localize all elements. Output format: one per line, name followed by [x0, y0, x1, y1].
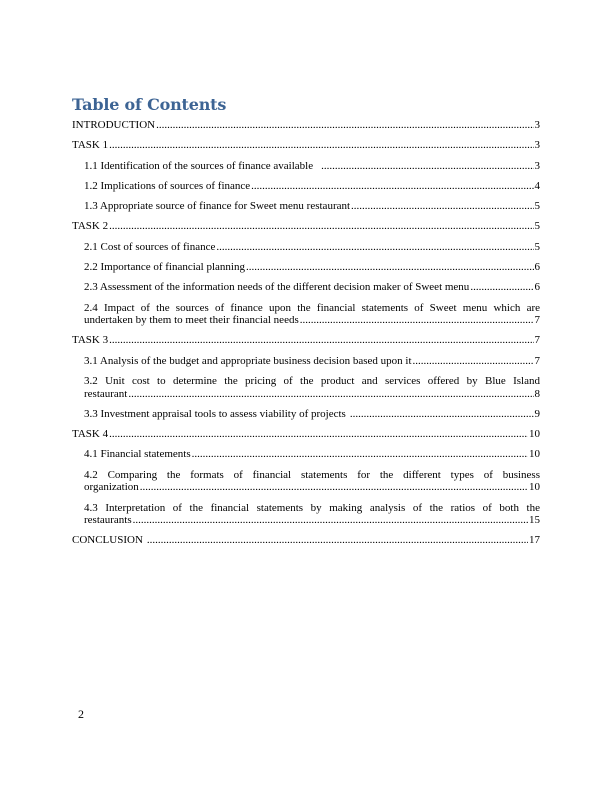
toc-entry-text: organization	[84, 481, 139, 494]
toc-leader-dots	[413, 355, 534, 368]
toc-entry-3-1[interactable]	[72, 355, 540, 368]
toc-entry-text: INTRODUCTION	[72, 119, 156, 131]
toc-entry-1-2[interactable]	[72, 180, 540, 193]
toc-leader-dots	[350, 408, 534, 421]
toc-entry-text: 1.3 Appropriate source of finance for Sweet menu restaurant	[84, 200, 351, 213]
toc-leader-dots	[300, 314, 534, 327]
toc-entry-text: 1.2 Implications of sources of finance	[84, 179, 251, 192]
toc-entry-page: 5	[534, 200, 540, 213]
toc-leader-dots	[147, 534, 528, 547]
toc-entry-text: TASK 3	[72, 334, 109, 347]
toc-entry-page: 17	[529, 534, 540, 547]
toc-leader-dots	[109, 139, 533, 152]
toc-entry-page: 7	[534, 334, 540, 347]
toc-title: Table of Contents	[72, 95, 227, 114]
toc-entry-task-4[interactable]	[72, 428, 540, 441]
toc-entry-page: 4	[534, 179, 540, 192]
toc-entry-text: TASK 2	[72, 220, 109, 233]
toc-leader-dots	[133, 514, 528, 527]
toc-leader-dots	[321, 160, 533, 173]
toc-leader-dots	[251, 180, 533, 193]
toc-entry-conclusion[interactable]	[72, 534, 540, 547]
toc-entry-page: 9	[534, 407, 540, 420]
toc-entry-text-line1: 2.4 Impact of the sources of finance upon the financial statements of Sweet menu which are	[84, 301, 540, 314]
toc-entry-page: 5	[534, 220, 540, 233]
toc-entry-text: 2.1 Cost of sources of finance	[84, 240, 216, 253]
toc-entry-1-3[interactable]	[72, 200, 540, 213]
toc-entry-2-1[interactable]	[72, 241, 540, 254]
toc-entry-text-line1: 3.2 Unit cost to determine the pricing of the product and services offered by Blue Island	[84, 375, 540, 388]
toc-entry-page: 3	[534, 139, 540, 152]
toc-entry-task-2[interactable]	[72, 220, 540, 233]
toc-entry-text: 1.1 Identification of the sources of finance available	[84, 159, 314, 172]
toc-leader-dots	[109, 428, 528, 441]
toc-entry-page: 3	[534, 119, 540, 131]
toc-entry-task-1[interactable]	[72, 139, 540, 152]
toc-entry-text: undertaken by them to meet their financial needs	[84, 314, 299, 327]
toc-entry-2-2[interactable]	[72, 261, 540, 274]
toc-entry-page: 6	[534, 261, 540, 274]
toc-leader-dots	[192, 448, 528, 461]
toc-entry-page: 6	[534, 281, 540, 294]
toc-entry-page: 15	[529, 514, 540, 527]
toc-entry-3-2[interactable]	[72, 375, 540, 400]
toc-entry-4-1[interactable]	[72, 448, 540, 461]
toc-leader-dots	[351, 200, 533, 213]
toc-entry-task-3[interactable]	[72, 334, 540, 347]
toc-entry-2-3[interactable]	[72, 281, 540, 294]
table-of-contents	[72, 119, 540, 555]
toc-entry-text: CONCLUSION	[72, 534, 143, 547]
toc-leader-dots	[109, 220, 533, 233]
toc-leader-dots	[128, 388, 533, 401]
toc-entry-text: 3.3 Investment appraisal tools to assess viability of projects	[84, 407, 346, 420]
toc-leader-dots	[246, 261, 534, 274]
toc-entry-page: 7	[534, 354, 540, 367]
toc-entry-text: 2.2 Importance of financial planning	[84, 261, 245, 274]
toc-entry-text: 2.3 Assessment of the information needs of the different decision maker of Sweet menu	[84, 281, 470, 294]
toc-entry-3-3[interactable]	[72, 408, 540, 421]
toc-leader-dots	[470, 281, 533, 294]
toc-entry-1-1[interactable]	[72, 160, 540, 173]
page-number: 2	[78, 707, 84, 721]
toc-entry-text-line1: 4.3 Interpretation of the financial statements by making analysis of the ratios of both the	[84, 501, 540, 514]
toc-entry-page: 3	[534, 159, 540, 172]
toc-entry-text-line1: 4.2 Comparing the formats of financial statements for the different types of business	[84, 468, 540, 481]
toc-entry-text: TASK 1	[72, 139, 109, 152]
toc-entry-text: 3.1 Analysis of the budget and appropriate business decision based upon it	[84, 354, 412, 367]
toc-entry-page: 10	[529, 448, 540, 461]
toc-leader-dots	[216, 241, 533, 254]
toc-entry-4-2[interactable]	[72, 469, 540, 494]
toc-entry-page: 5	[534, 240, 540, 253]
toc-entry-text: TASK 4	[72, 428, 109, 441]
toc-entry-introduction[interactable]	[72, 119, 540, 132]
toc-entry-page: 10	[529, 481, 540, 494]
toc-leader-dots	[109, 334, 533, 347]
toc-entry-4-3[interactable]	[72, 502, 540, 527]
toc-entry-text: 4.1 Financial statements	[84, 448, 191, 461]
toc-leader-dots	[140, 481, 528, 494]
toc-entry-page: 8	[534, 387, 540, 400]
toc-entry-page: 7	[534, 314, 540, 327]
toc-entry-2-4[interactable]	[72, 302, 540, 327]
toc-leader-dots	[156, 119, 533, 132]
toc-entry-text: restaurants	[84, 514, 132, 527]
toc-entry-page: 10	[529, 428, 540, 441]
toc-entry-text: restaurant	[84, 387, 128, 400]
